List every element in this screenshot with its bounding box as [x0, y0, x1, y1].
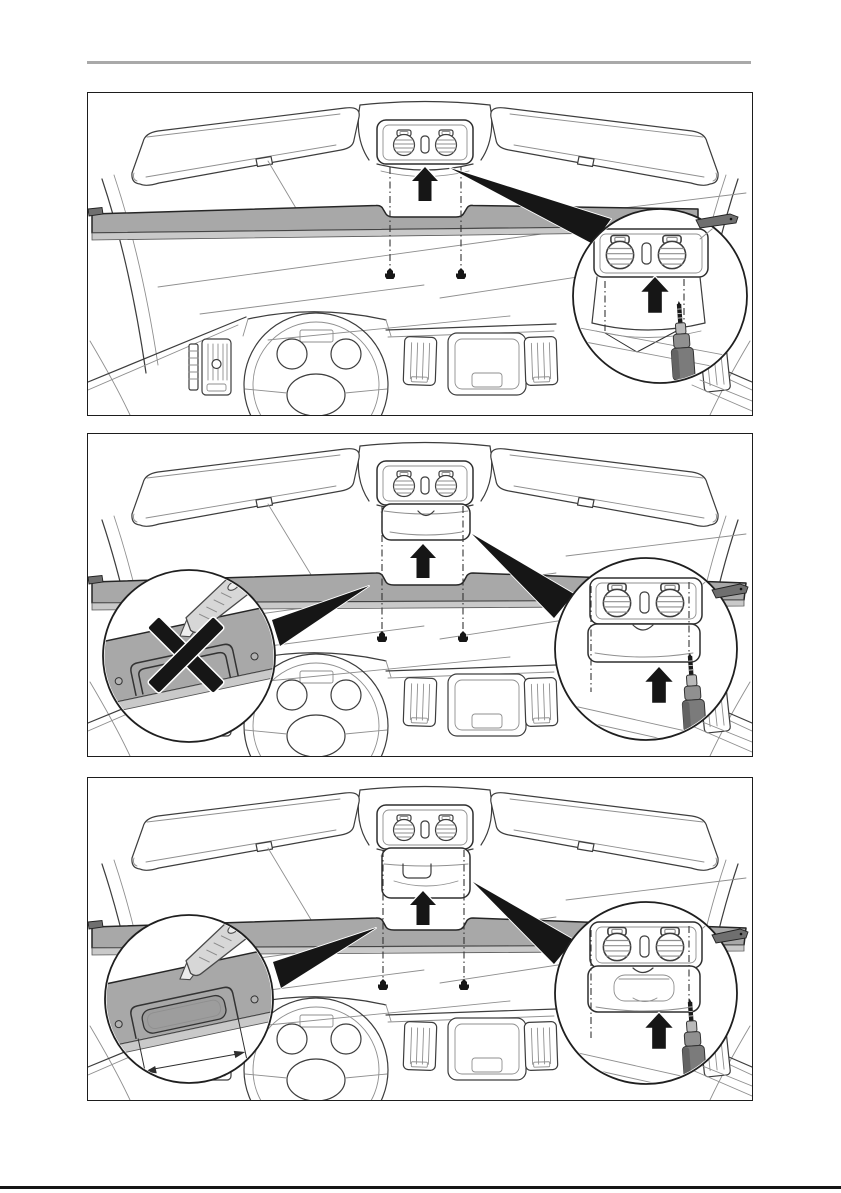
trim-end-cap-right	[696, 214, 738, 228]
footer-rule	[0, 1186, 841, 1189]
trim-end-cap-left	[88, 921, 103, 930]
mounting-screw-right	[459, 979, 469, 990]
figure-2-art	[88, 434, 752, 756]
mounting-screw-right	[458, 631, 468, 642]
leader-line	[268, 504, 313, 578]
mounting-screw-left	[385, 268, 395, 279]
figure-3	[87, 777, 753, 1101]
mounting-screw-right	[456, 268, 466, 279]
trim-end-cap-left	[88, 208, 103, 217]
install-up-arrow	[412, 167, 438, 201]
leader-line	[268, 161, 300, 215]
figure-1-art	[88, 93, 752, 415]
leader-line	[268, 848, 313, 923]
figure-1	[87, 92, 753, 416]
mounting-screw-left	[377, 631, 387, 642]
figure-3-art	[88, 778, 752, 1100]
console-housing-open	[382, 848, 470, 898]
console-housing-open-detail	[588, 966, 700, 1012]
figure-2	[87, 433, 753, 757]
console-housing-detail	[588, 624, 700, 662]
mounting-screw-left	[378, 979, 388, 990]
header-rule	[87, 61, 751, 64]
console-housing	[382, 504, 470, 540]
trim-end-cap-left	[88, 576, 103, 585]
install-up-arrow	[410, 544, 436, 578]
